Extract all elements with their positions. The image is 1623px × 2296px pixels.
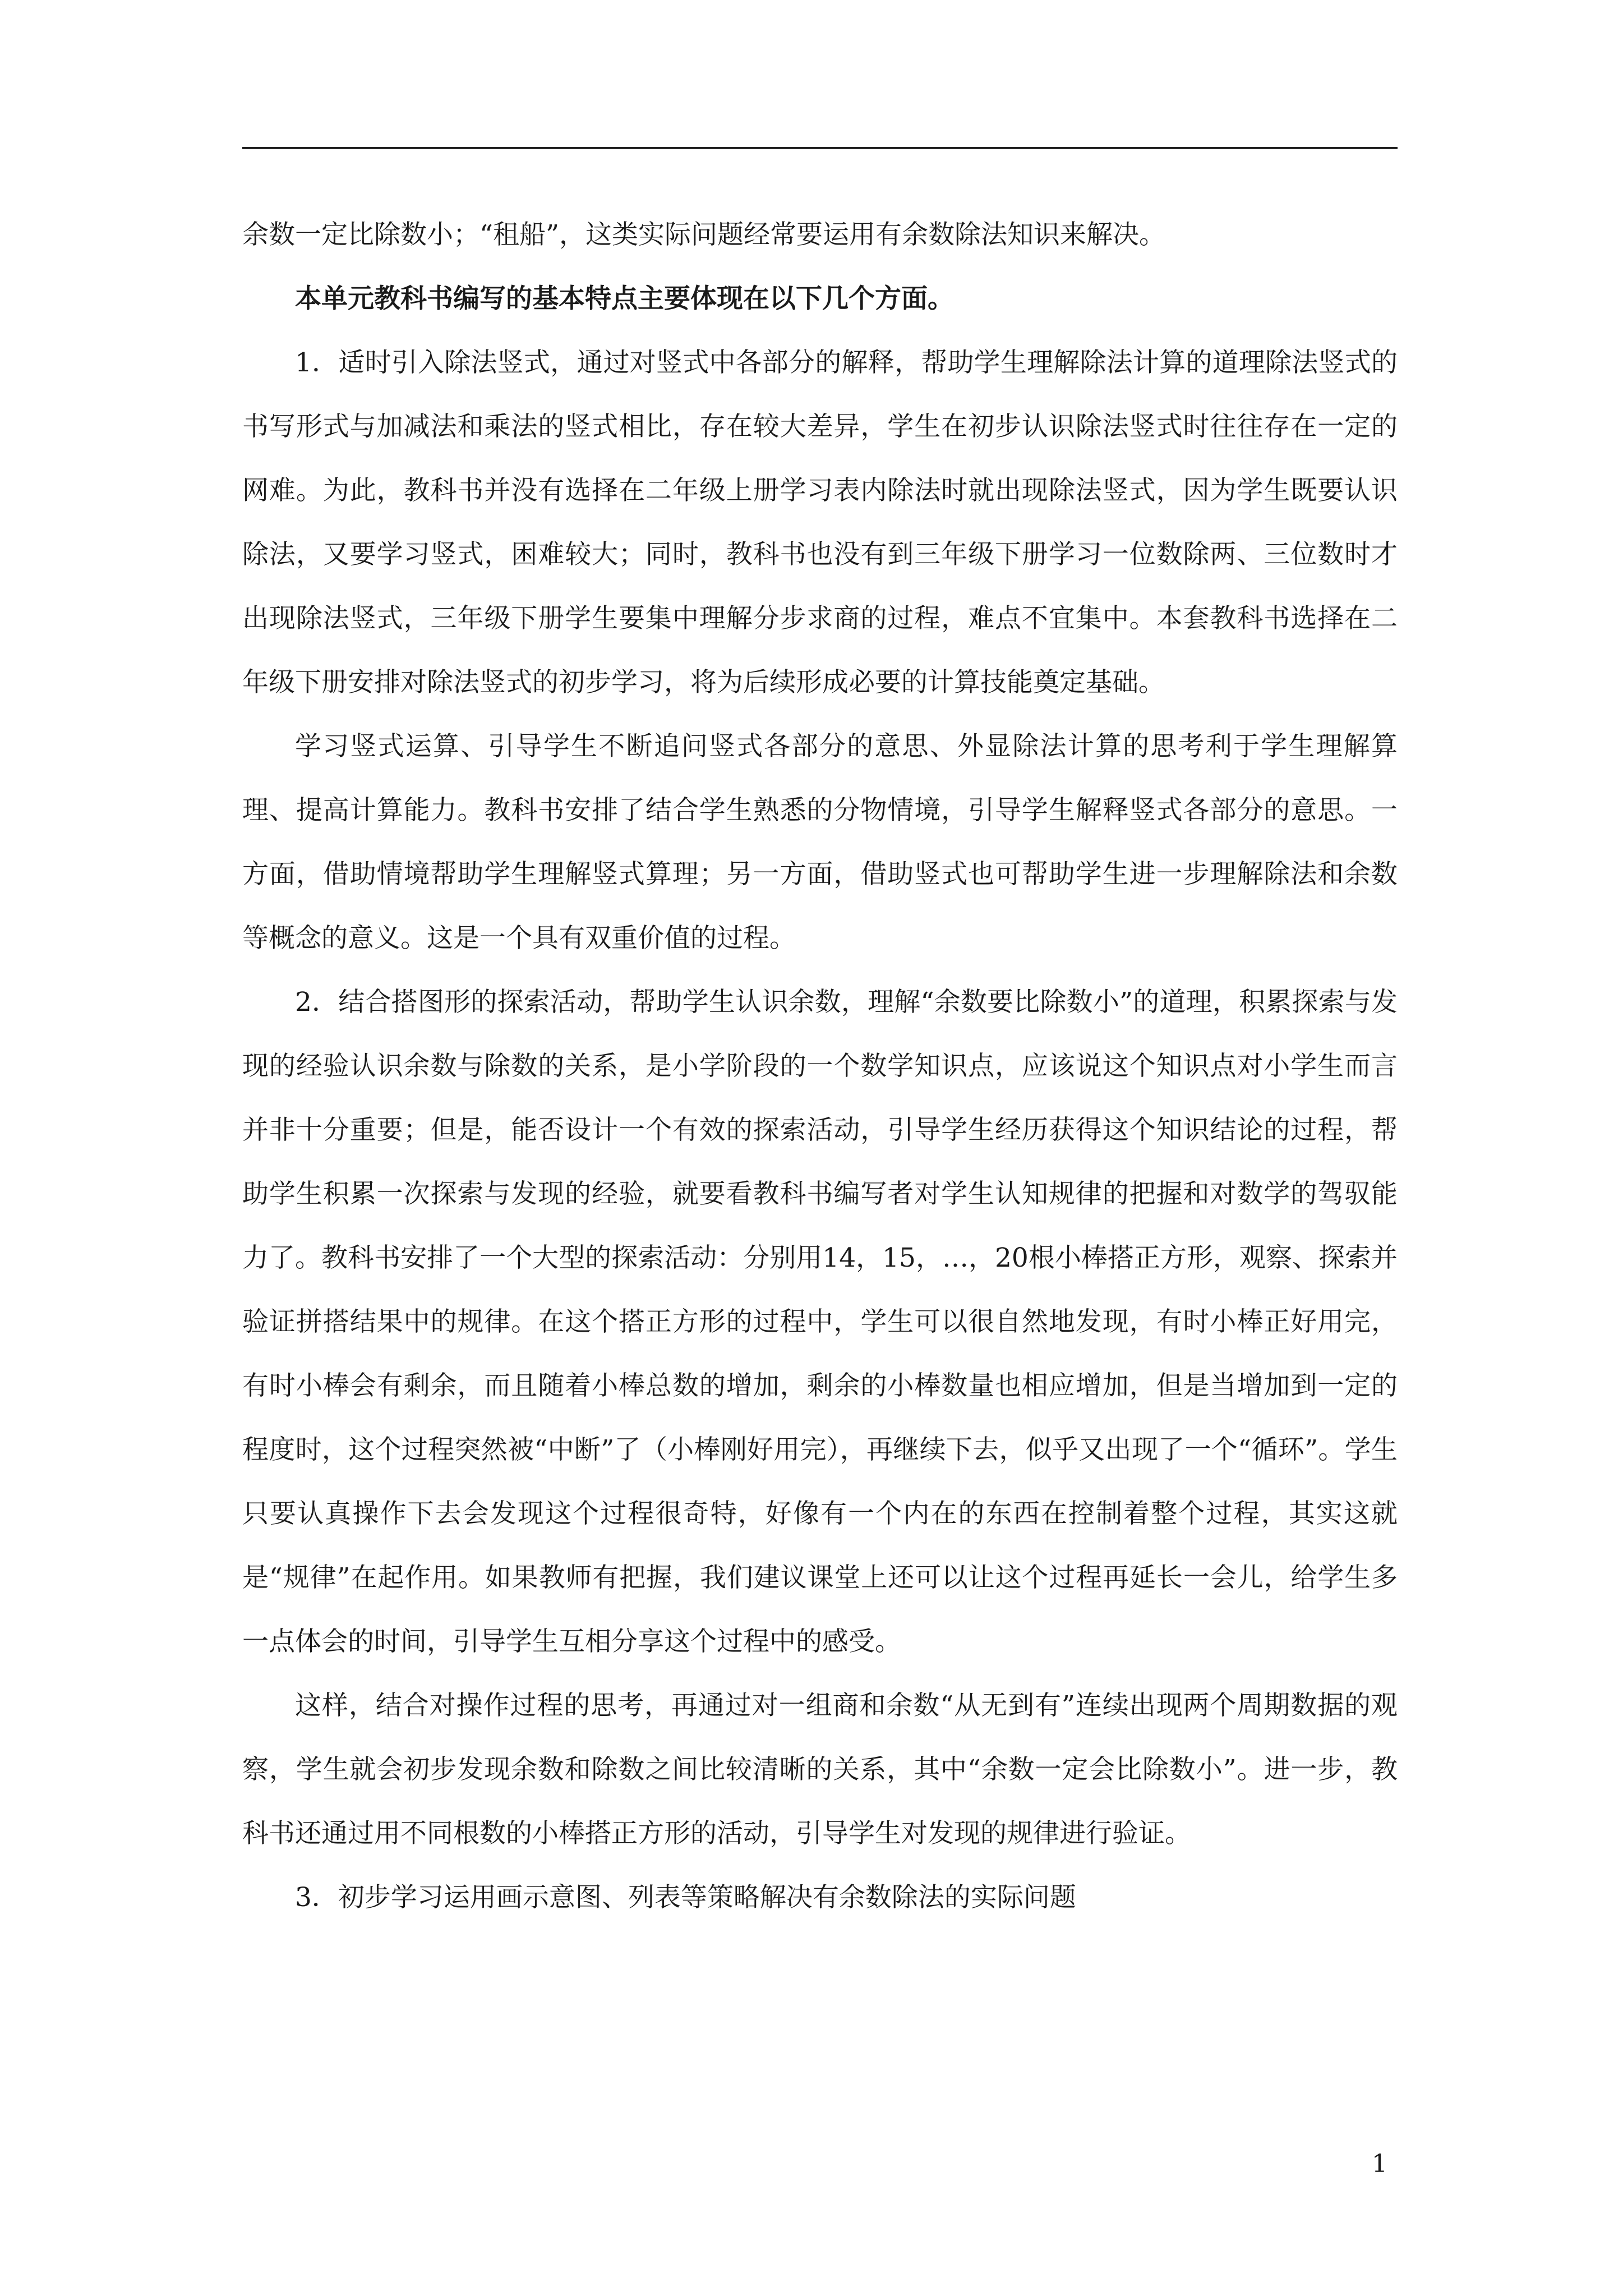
paragraph-point-2-detail: 这样，结合对操作过程的思考，再通过对一组商和余数“从无到有”连续出现两个周期数据的观察，学生就会初步发现余数和除数之间比较清晰的关系，其中“余数一定会比除数小”。进一步，教科书还通过用不同根数的小棒搭正方形的活动，引导学生对发现的规律进行验证。 <box>242 1690 1398 1849</box>
paragraph-continuation: 余数一定比除数小；“租船”，这类实际问题经常要运用有余数除法知识来解决。 <box>242 219 1166 250</box>
section-heading: 本单元教科书编写的基本特点主要体现在以下几个方面。 <box>295 283 954 314</box>
paragraph-point-1-detail: 学习竖式运算、引导学生不断追问竖式各部分的意思、外显除法计算的思考利于学生理解算理、提高计算能力。教科书安排了结合学生熟悉的分物情境，引导学生解释竖式各部分的意思。一方面，借助情境帮助学生理解竖式算理；另一方面，借助竖式也可帮助学生进一步理解除法和余数等概念的意义。这是一个具有双重价值的过程。 <box>242 731 1398 954</box>
paragraph-point-3: 3．初步学习运用画示意图、列表等策略解决有余数除法的实际问题 <box>295 1882 1076 1913</box>
page-number: 1 <box>1372 2150 1387 2178</box>
header-rule <box>242 147 1398 149</box>
page-body <box>242 203 1398 1930</box>
paragraph-point-2: 2．结合搭图形的探索活动，帮助学生认识余数，理解“余数要比除数小”的道理，积累探索与发现的经验认识余数与除数的关系，是小学阶段的一个数学知识点，应该说这个知识点对小学生而言并非十分重要；但是，能否设计一个有效的探索活动，引导学生经历获得这个知识结论的过程，帮助学生积累一次探索与发现的经验，就要看教科书编写者对学生认知规律的把握和对数学的驾驭能力了。教科书安排了一个大型的探索活动：分别用14，15，…，20根小棒搭正方形，观察、探索并验证拼搭结果中的规律。在这个搭正方形的过程中，学生可以很自然地发现，有时小棒正好用完，有时小棒会有剩余，而且随着小棒总数的增加，剩余的小棒数量也相应增加，但是当增加到一定的程度时，这个过程突然被“中断”了（小棒刚好用完），再继续下去，似乎又出现了一个“循环”。学生只要认真操作下去会发现这个过程很奇特，好像有一个内在的东西在控制着整个过程，其实这就是“规律”在起作用。如果教师有把握，我们建议课堂上还可以让这个过程再延长一会儿，给学生多一点体会的时间，引导学生互相分享这个过程中的感受。 <box>242 987 1398 1657</box>
paragraph-point-1: 1．适时引入除法竖式，通过对竖式中各部分的解释，帮助学生理解除法计算的道理除法竖式的书写形式与加减法和乘法的竖式相比，存在较大差异，学生在初步认识除法竖式时往往存在一定的网难。为此，教科书并没有选择在二年级上册学习表内除法时就出现除法竖式，因为学生既要认识除法，又要学习竖式，困难较大；同时，教科书也没有到三年级下册学习一位数除两、三位数时才出现除法竖式，三年级下册学生要集中理解分步求商的过程，难点不宜集中。本套教科书选择在二年级下册安排对除法竖式的初步学习，将为后续形成必要的计算技能奠定基础。 <box>242 347 1398 698</box>
